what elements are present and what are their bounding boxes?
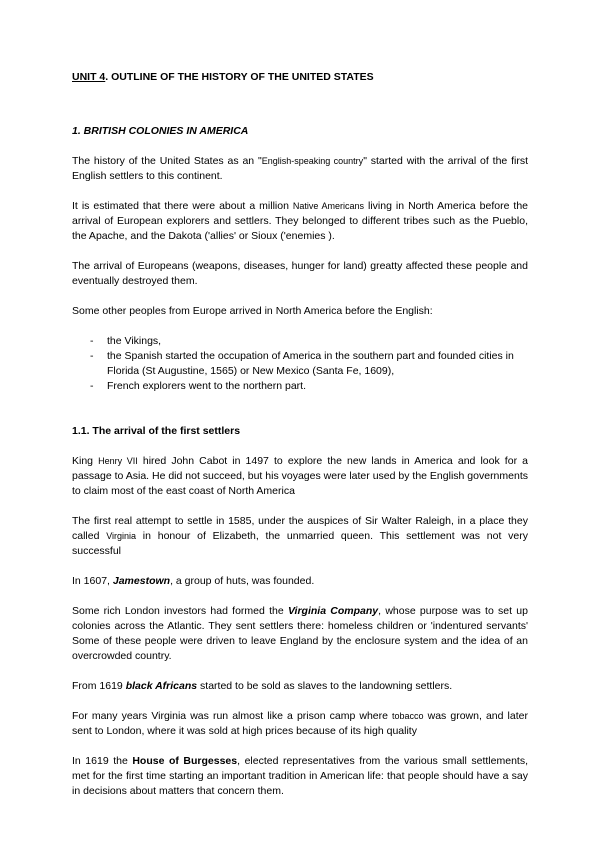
text: It is estimated that there were about a million xyxy=(72,200,293,212)
list-item-text: French explorers went to the northern part. xyxy=(107,380,307,392)
term: English-speaking country xyxy=(261,156,364,166)
subsection-heading-first-settlers: 1.1. The arrival of the first settlers xyxy=(72,425,241,437)
paragraph-tobacco xyxy=(72,709,528,739)
term: Virginia Company xyxy=(287,605,379,617)
text: , whose purpose was to set up colonies across the Atlantic. They sent settlers there: homeless children or 'indentured servants' Some of these people were driven to leave England by the enclosure system and the idea of an overcrowded country. xyxy=(72,605,528,662)
list-item-text: the Spanish started the occupation of America in the southern part and founded cities in Florida (St Augustine, 1565) or New Mexico (Santa Fe, 1609), xyxy=(107,350,514,377)
section-heading-british-colonies: 1. BRITISH COLONIES IN AMERICA xyxy=(72,125,249,137)
text: started to be sold as slaves to the landowning settlers. xyxy=(197,680,453,692)
text: " started with the arrival of the first English settlers to this continent. xyxy=(72,155,529,182)
text: From 1619 xyxy=(72,680,126,692)
unit-label: UNIT 4 xyxy=(72,71,106,83)
text: The first real attempt to settle in 1585, under the auspices of Sir Walter Raleigh, in a place they called xyxy=(72,515,528,542)
dash-bullet: - xyxy=(90,335,94,347)
term: Jamestown xyxy=(112,575,171,587)
paragraph-virginia-company xyxy=(72,604,528,664)
dash-bullet: - xyxy=(90,350,94,362)
text: For many years Virginia was run almost like a prison camp where xyxy=(72,710,393,722)
paragraph-black-africans xyxy=(72,679,528,694)
paragraph-virginia-attempt xyxy=(72,514,528,559)
term: Native Americans xyxy=(292,201,365,211)
term: tobacco xyxy=(392,711,424,721)
peoples-list xyxy=(72,334,528,394)
paragraph-henry-vii xyxy=(72,454,528,499)
list-item xyxy=(72,349,528,379)
paragraph-english-speaking xyxy=(72,154,528,184)
list-item xyxy=(72,334,528,349)
text: In 1607, xyxy=(72,575,113,587)
text: in honour of Elizabeth, the unmarried queen. This settlement was not very successful xyxy=(72,530,528,557)
document-title xyxy=(72,70,528,85)
paragraph-other-peoples: Some other peoples from Europe arrived in North America before the English: xyxy=(72,305,433,317)
text: Some rich London investors had formed the xyxy=(72,605,288,617)
paragraph-house-of-burgesses xyxy=(72,754,528,799)
paragraph-native-americans xyxy=(72,199,528,244)
dash-bullet: - xyxy=(90,380,94,392)
paragraph-jamestown xyxy=(72,574,528,589)
text: hired John Cabot in 1497 to explore the new lands in America and look for a passage to Asia. He did not succeed, but his voyages were later used by the English governments to claim most of the east coast of North America xyxy=(72,455,528,497)
text: living in North America before the arrival of European explorers and settlers. They belonged to different tribes such as the Pueblo, the Apache, and the Dakota ('allies' or Sioux ('enemies ). xyxy=(72,200,529,242)
term: black Africans xyxy=(125,680,198,692)
text: , elected representatives from the various small settlements, met for the first time starting an important tradition in American life: that people should have a say in decisions about matters that concern them. xyxy=(72,755,528,797)
text: The history of the United States as an " xyxy=(72,155,262,167)
list-item xyxy=(72,379,528,394)
text: was grown, and later sent to London, where it was sold at high prices because of its high quality xyxy=(72,710,528,737)
term: Henry VII xyxy=(98,456,138,466)
paragraph-arrival-of-europeans: The arrival of Europeans (weapons, diseases, hunger for land) greatty affected these people and eventually destroyed them. xyxy=(72,260,528,287)
title-text: . OUTLINE OF THE HISTORY OF THE UNITED STATES xyxy=(105,71,374,83)
term: House of Burgesses xyxy=(132,755,238,767)
text: In 1619 the xyxy=(72,755,133,767)
text: , a group of huts, was founded. xyxy=(170,575,315,587)
list-item-text: the Vikings, xyxy=(107,335,162,347)
text: King xyxy=(72,455,99,467)
term: Virginia xyxy=(106,531,137,541)
